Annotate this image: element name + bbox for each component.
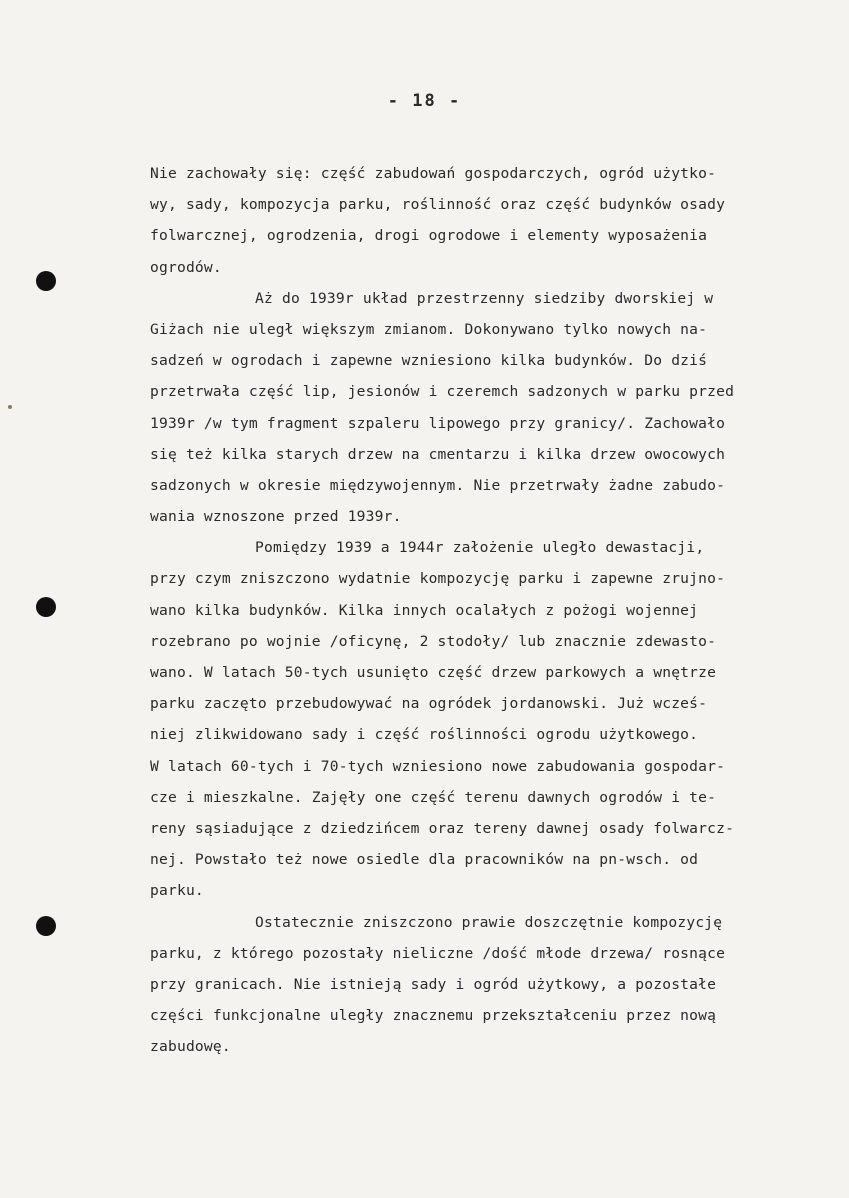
page-number: - 18 -: [387, 91, 462, 111]
text-line: się też kilka starych drzew na cmentarzu i kilka drzew owocowych: [150, 445, 726, 463]
text-line: niej zlikwidowano sady i część roślinności ogrodu użytkowego.: [150, 726, 699, 744]
text-line: wania wznoszone przed 1939r.: [150, 508, 402, 526]
text-line: sadzonych w okresie międzywojennym. Nie przetrwały żadne zabudo-: [150, 476, 726, 494]
text-line: reny sąsiadujące z dziedzińcem oraz tereny dawnej osady folwarcz-: [150, 819, 735, 837]
text-line: wano. W latach 50-tych usunięto część drzew parkowych a wnętrze: [150, 664, 717, 681]
text-line: Ostatecznie zniszczono prawie doszczętnie kompozycję: [255, 913, 723, 931]
text-line: sadzeń w ogrodach i zapewne wzniesiono kilka budynków. Do dziś: [150, 352, 708, 370]
paper-speck: [8, 405, 12, 409]
body-text: [150, 158, 830, 1062]
text-line: wano kilka budynków. Kilka innych ocalałych z pożogi wojennej: [150, 601, 699, 619]
text-line: nej. Powstało też nowe osiedle dla pracowników na pn-wsch. od: [150, 851, 699, 869]
punch-hole-middle: [36, 597, 56, 617]
text-line: 1939r /w tym fragment szpaleru lipowego przy granicy/. Zachowało: [150, 414, 726, 432]
text-line: ogrodów.: [150, 258, 222, 276]
text-line: folwarcznej, ogrodzenia, drogi ogrodowe i elementy wyposażenia: [150, 227, 708, 245]
text-line: Giżach nie uległ większym zmianom. Dokonywano tylko nowych na-: [150, 320, 708, 338]
paragraph: [150, 283, 830, 533]
text-line: cze i mieszkalne. Zajęły one część terenu dawnych ogrodów i te-: [150, 788, 717, 806]
punch-hole-bottom: [36, 916, 56, 936]
punch-hole-top: [36, 271, 56, 291]
text-line: przy granicach. Nie istnieją sady i ogród użytkowy, a pozostałe: [150, 975, 717, 993]
text-line: przy czym zniszczono wydatnie kompozycję parku i zapewne zrujno-: [150, 570, 726, 588]
text-line: wy, sady, kompozycja parku, roślinność oraz część budynków osady: [150, 196, 726, 214]
paragraph: [150, 158, 830, 283]
text-line: parku.: [150, 882, 204, 900]
text-line: Pomiędzy 1939 a 1944r założenie uległo dewastacji,: [255, 539, 705, 557]
text-line: parku zaczęto przebudowywać na ogródek jordanowski. Już wcześ-: [150, 695, 708, 713]
text-line: zabudowę.: [150, 1038, 231, 1056]
text-line: W latach 60-tych i 70-tych wzniesiono nowe zabudowania gospodar-: [150, 757, 726, 775]
text-line: Aż do 1939r układ przestrzenny siedziby dworskiej w: [255, 289, 714, 307]
paragraph: [150, 907, 830, 1063]
text-line: rozebrano po wojnie /oficynę, 2 stodoły/ lub znacznie zdewasto-: [150, 632, 717, 650]
text-line: części funkcjonalne uległy znacznemu przekształceniu przez nową: [150, 1007, 717, 1025]
text-line: przetrwała część lip, jesionów i czeremch sadzonych w parku przed: [150, 383, 735, 401]
text-line: Nie zachowały się: część zabudowań gospodarczych, ogród użytko-: [150, 165, 717, 182]
text-line: parku, z którego pozostały nieliczne /dość młode drzewa/ rosnące: [150, 944, 726, 962]
paragraph: [150, 532, 830, 906]
